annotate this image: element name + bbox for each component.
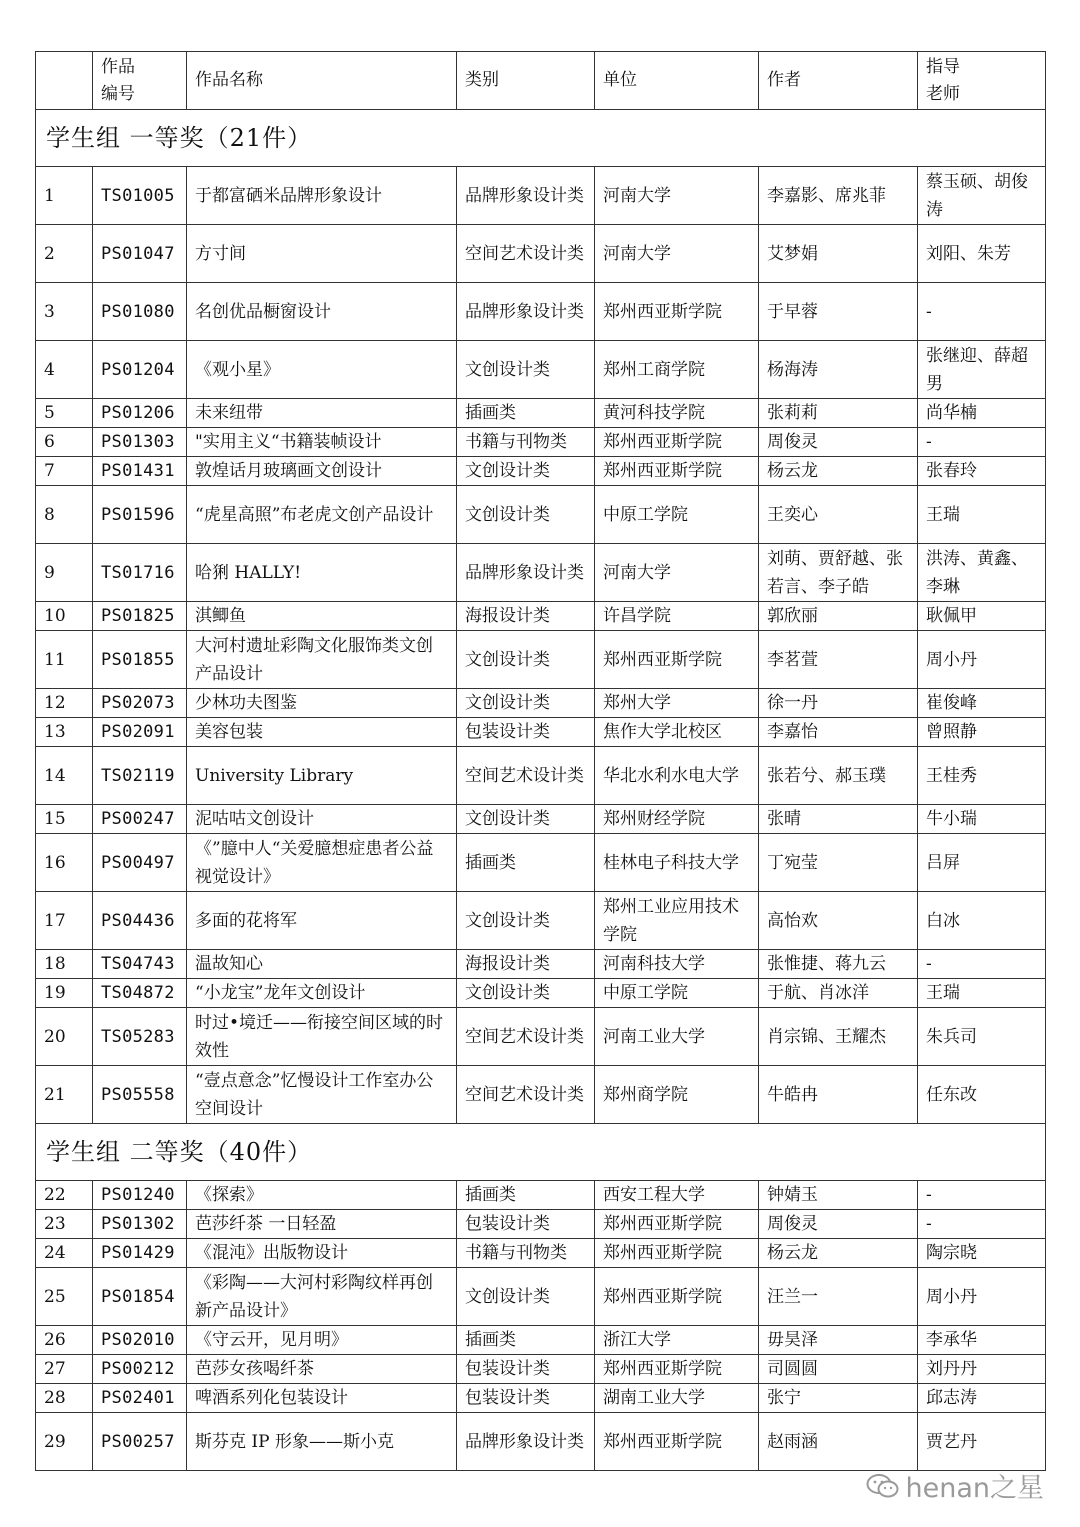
section-row <box>36 110 1046 167</box>
cell-code: TS01005 <box>93 167 187 225</box>
cell-teacher: 王瑞 <box>918 486 1046 544</box>
cell-author: 牛皓冉 <box>759 1066 918 1124</box>
cell-name: 敦煌话月玻璃画文创设计 <box>187 457 457 486</box>
table-row <box>36 225 1046 283</box>
header-row <box>36 52 1046 110</box>
cell-teacher: 周小丹 <box>918 1268 1046 1326</box>
cell-code: TS05283 <box>93 1008 187 1066</box>
cell-category: 文创设计类 <box>457 486 595 544</box>
cell-author: 丁宛莹 <box>759 834 918 892</box>
cell-category: 插画类 <box>457 1326 595 1355</box>
section-row <box>36 1124 1046 1181</box>
cell-author: 刘萌、贾舒越、张若言、李子皓 <box>759 544 918 602</box>
cell-unit: 郑州西亚斯学院 <box>595 283 759 341</box>
cell-author: 周俊灵 <box>759 428 918 457</box>
cell-code: TS04743 <box>93 950 187 979</box>
cell-unit: 许昌学院 <box>595 602 759 631</box>
cell-teacher: 耿佩甲 <box>918 602 1046 631</box>
table-row <box>36 167 1046 225</box>
cell-teacher: 牛小瑞 <box>918 805 1046 834</box>
cell-author: 杨云龙 <box>759 1239 918 1268</box>
cell-author: 汪兰一 <box>759 1268 918 1326</box>
cell-unit: 华北水利水电大学 <box>595 747 759 805</box>
watermark <box>866 1466 1045 1505</box>
cell-author: 杨云龙 <box>759 457 918 486</box>
cell-code: PS04436 <box>93 892 187 950</box>
cell-author: 徐一丹 <box>759 689 918 718</box>
cell-author: 毋昊泽 <box>759 1326 918 1355</box>
cell-no: 6 <box>36 428 93 457</box>
section-title: 学生组 二等奖（40件） <box>36 1124 1046 1181</box>
table-row <box>36 805 1046 834</box>
cell-no: 20 <box>36 1008 93 1066</box>
cell-no: 25 <box>36 1268 93 1326</box>
wechat-icon <box>866 1473 900 1499</box>
cell-unit: 郑州西亚斯学院 <box>595 1355 759 1384</box>
cell-name: University Library <box>187 747 457 805</box>
cell-category: 空间艺术设计类 <box>457 747 595 805</box>
cell-unit: 郑州工商学院 <box>595 341 759 399</box>
header-blank <box>36 52 93 110</box>
cell-name: 时过•境迁——衔接空间区域的时效性 <box>187 1008 457 1066</box>
cell-code: TS02119 <box>93 747 187 805</box>
cell-author: 于航、肖冰洋 <box>759 979 918 1008</box>
cell-category: 文创设计类 <box>457 631 595 689</box>
cell-code: PS01080 <box>93 283 187 341</box>
cell-unit: 河南工业大学 <box>595 1008 759 1066</box>
cell-category: 海报设计类 <box>457 602 595 631</box>
table-row <box>36 544 1046 602</box>
header-unit: 单位 <box>595 52 759 110</box>
cell-name: 《守云开，见月明》 <box>187 1326 457 1355</box>
cell-no: 3 <box>36 283 93 341</box>
cell-no: 29 <box>36 1413 93 1471</box>
table-row <box>36 1326 1046 1355</box>
table-row <box>36 486 1046 544</box>
cell-code: PS00497 <box>93 834 187 892</box>
table-row <box>36 718 1046 747</box>
cell-unit: 河南科技大学 <box>595 950 759 979</box>
cell-author: 周俊灵 <box>759 1210 918 1239</box>
cell-no: 10 <box>36 602 93 631</box>
cell-code: PS00257 <box>93 1413 187 1471</box>
cell-category: 包装设计类 <box>457 1355 595 1384</box>
cell-teacher: - <box>918 1210 1046 1239</box>
cell-author: 李茗萱 <box>759 631 918 689</box>
cell-name: 淇鲫鱼 <box>187 602 457 631</box>
header-teacher-line2: 老师 <box>926 83 960 104</box>
table-row <box>36 1239 1046 1268</box>
table-row <box>36 1355 1046 1384</box>
cell-unit: 郑州大学 <box>595 689 759 718</box>
cell-name: 大河村遗址彩陶文化服饰类文创产品设计 <box>187 631 457 689</box>
cell-unit: 浙江大学 <box>595 1326 759 1355</box>
cell-teacher: 张继迎、薛超男 <box>918 341 1046 399</box>
table-row <box>36 892 1046 950</box>
cell-teacher: 任东改 <box>918 1066 1046 1124</box>
cell-teacher: 洪涛、黄鑫、李琳 <box>918 544 1046 602</box>
cell-teacher: 蔡玉硕、胡俊涛 <box>918 167 1046 225</box>
cell-name: 斯芬克 IP 形象——斯小克 <box>187 1413 457 1471</box>
cell-unit: 焦作大学北校区 <box>595 718 759 747</box>
cell-no: 12 <box>36 689 93 718</box>
cell-teacher: 贾艺丹 <box>918 1413 1046 1471</box>
header-author: 作者 <box>759 52 918 110</box>
cell-author: 李嘉影、席兆菲 <box>759 167 918 225</box>
cell-category: 文创设计类 <box>457 1268 595 1326</box>
cell-no: 11 <box>36 631 93 689</box>
table-row <box>36 1384 1046 1413</box>
cell-name: 《混沌》出版物设计 <box>187 1239 457 1268</box>
cell-category: 空间艺术设计类 <box>457 1066 595 1124</box>
cell-name: “虎星高照”布老虎文创产品设计 <box>187 486 457 544</box>
header-code <box>93 52 187 110</box>
cell-unit: 郑州西亚斯学院 <box>595 1210 759 1239</box>
cell-category: 插画类 <box>457 834 595 892</box>
cell-unit: 郑州工业应用技术学院 <box>595 892 759 950</box>
cell-category: 海报设计类 <box>457 950 595 979</box>
section-title: 学生组 一等奖（21件） <box>36 110 1046 167</box>
cell-code: PS01431 <box>93 457 187 486</box>
cell-no: 19 <box>36 979 93 1008</box>
cell-author: 王奕心 <box>759 486 918 544</box>
table-row <box>36 457 1046 486</box>
cell-unit: 中原工学院 <box>595 979 759 1008</box>
cell-unit: 郑州西亚斯学院 <box>595 1239 759 1268</box>
cell-unit: 郑州西亚斯学院 <box>595 457 759 486</box>
cell-unit: 郑州财经学院 <box>595 805 759 834</box>
cell-no: 5 <box>36 399 93 428</box>
cell-author: 司圆圆 <box>759 1355 918 1384</box>
cell-category: 文创设计类 <box>457 341 595 399</box>
cell-category: 插画类 <box>457 1181 595 1210</box>
cell-teacher: 邱志涛 <box>918 1384 1046 1413</box>
cell-name: 芭莎纤茶 一日轻盈 <box>187 1210 457 1239</box>
cell-author: 钟婧玉 <box>759 1181 918 1210</box>
cell-code: PS01047 <box>93 225 187 283</box>
cell-code: PS02091 <box>93 718 187 747</box>
cell-teacher: 刘丹丹 <box>918 1355 1046 1384</box>
cell-teacher: 王桂秀 <box>918 747 1046 805</box>
cell-unit: 郑州西亚斯学院 <box>595 1268 759 1326</box>
cell-author: 艾梦娟 <box>759 225 918 283</box>
cell-unit: 郑州商学院 <box>595 1066 759 1124</box>
header-code-line1: 作品 <box>101 56 135 77</box>
cell-no: 15 <box>36 805 93 834</box>
cell-teacher: - <box>918 428 1046 457</box>
cell-code: TS01716 <box>93 544 187 602</box>
cell-category: 品牌形象设计类 <box>457 283 595 341</box>
cell-name: 于都富硒米品牌形象设计 <box>187 167 457 225</box>
awards-table <box>35 51 1046 1471</box>
table-row <box>36 1181 1046 1210</box>
cell-code: PS01429 <box>93 1239 187 1268</box>
cell-no: 7 <box>36 457 93 486</box>
cell-category: 书籍与刊物类 <box>457 428 595 457</box>
cell-name: 名创优品橱窗设计 <box>187 283 457 341</box>
cell-unit: 黄河科技学院 <box>595 399 759 428</box>
cell-name: “壹点意念”忆慢设计工作室办公空间设计 <box>187 1066 457 1124</box>
cell-unit: 河南大学 <box>595 544 759 602</box>
cell-category: 包装设计类 <box>457 1384 595 1413</box>
cell-name: 《观小星》 <box>187 341 457 399</box>
table-row <box>36 979 1046 1008</box>
cell-no: 22 <box>36 1181 93 1210</box>
table-row <box>36 1268 1046 1326</box>
cell-code: PS00247 <box>93 805 187 834</box>
cell-no: 28 <box>36 1384 93 1413</box>
cell-author: 郭欣丽 <box>759 602 918 631</box>
cell-name: 未来纽带 <box>187 399 457 428</box>
header-teacher-line1: 指导 <box>926 56 960 77</box>
cell-category: 文创设计类 <box>457 805 595 834</box>
cell-name: 少林功夫图鉴 <box>187 689 457 718</box>
cell-code: PS01303 <box>93 428 187 457</box>
cell-unit: 郑州西亚斯学院 <box>595 428 759 457</box>
cell-category: 品牌形象设计类 <box>457 544 595 602</box>
cell-teacher: 白冰 <box>918 892 1046 950</box>
cell-category: 包装设计类 <box>457 718 595 747</box>
cell-unit: 河南大学 <box>595 167 759 225</box>
table-row <box>36 834 1046 892</box>
cell-no: 2 <box>36 225 93 283</box>
cell-code: PS02073 <box>93 689 187 718</box>
cell-name: 泥咕咕文创设计 <box>187 805 457 834</box>
cell-author: 肖宗锦、王耀杰 <box>759 1008 918 1066</box>
cell-category: 品牌形象设计类 <box>457 1413 595 1471</box>
table-row <box>36 399 1046 428</box>
cell-name: 哈猁 HALLY! <box>187 544 457 602</box>
cell-unit: 郑州西亚斯学院 <box>595 631 759 689</box>
cell-code: PS02401 <box>93 1384 187 1413</box>
cell-no: 27 <box>36 1355 93 1384</box>
table-row <box>36 1008 1046 1066</box>
cell-author: 张宁 <box>759 1384 918 1413</box>
cell-teacher: - <box>918 950 1046 979</box>
cell-code: PS01855 <box>93 631 187 689</box>
cell-name: "实用主义“书籍装帧设计 <box>187 428 457 457</box>
table-row <box>36 341 1046 399</box>
table-body <box>36 110 1046 1471</box>
watermark-text: henan之星 <box>905 1473 1044 1504</box>
cell-name: 温故知心 <box>187 950 457 979</box>
cell-no: 13 <box>36 718 93 747</box>
cell-no: 16 <box>36 834 93 892</box>
cell-no: 1 <box>36 167 93 225</box>
header-code-line2: 编号 <box>101 83 135 104</box>
cell-no: 14 <box>36 747 93 805</box>
cell-category: 文创设计类 <box>457 457 595 486</box>
cell-category: 文创设计类 <box>457 979 595 1008</box>
cell-name: 《彩陶——大河村彩陶纹样再创新产品设计》 <box>187 1268 457 1326</box>
cell-code: PS01302 <box>93 1210 187 1239</box>
cell-unit: 西安工程大学 <box>595 1181 759 1210</box>
cell-unit: 河南大学 <box>595 225 759 283</box>
cell-teacher: 周小丹 <box>918 631 1046 689</box>
table-row <box>36 950 1046 979</box>
cell-code: PS01240 <box>93 1181 187 1210</box>
table-row <box>36 631 1046 689</box>
cell-author: 张惟捷、蒋九云 <box>759 950 918 979</box>
header-name: 作品名称 <box>187 52 457 110</box>
cell-teacher: 朱兵司 <box>918 1008 1046 1066</box>
cell-code: PS01854 <box>93 1268 187 1326</box>
cell-unit: 桂林电子科技大学 <box>595 834 759 892</box>
cell-category: 书籍与刊物类 <box>457 1239 595 1268</box>
cell-category: 插画类 <box>457 399 595 428</box>
cell-category: 文创设计类 <box>457 689 595 718</box>
cell-teacher: 崔俊峰 <box>918 689 1046 718</box>
cell-code: PS01204 <box>93 341 187 399</box>
cell-teacher: 尚华楠 <box>918 399 1046 428</box>
cell-author: 张莉莉 <box>759 399 918 428</box>
table-row <box>36 1066 1046 1124</box>
header-teacher <box>918 52 1046 110</box>
cell-name: 啤酒系列化包装设计 <box>187 1384 457 1413</box>
cell-teacher: 李承华 <box>918 1326 1046 1355</box>
table-row <box>36 747 1046 805</box>
cell-unit: 中原工学院 <box>595 486 759 544</box>
table-row <box>36 428 1046 457</box>
cell-author: 赵雨涵 <box>759 1413 918 1471</box>
cell-author: 张晴 <box>759 805 918 834</box>
cell-teacher: 吕屏 <box>918 834 1046 892</box>
cell-no: 9 <box>36 544 93 602</box>
cell-category: 空间艺术设计类 <box>457 1008 595 1066</box>
cell-author: 于早蓉 <box>759 283 918 341</box>
cell-author: 杨海涛 <box>759 341 918 399</box>
cell-no: 17 <box>36 892 93 950</box>
cell-author: 李嘉怡 <box>759 718 918 747</box>
cell-code: PS02010 <box>93 1326 187 1355</box>
cell-teacher: 陶宗晓 <box>918 1239 1046 1268</box>
cell-name: 《”臆中人“关爱臆想症患者公益视觉设计》 <box>187 834 457 892</box>
cell-name: 多面的花将军 <box>187 892 457 950</box>
table-row <box>36 1413 1046 1471</box>
cell-name: 方寸间 <box>187 225 457 283</box>
cell-author: 高怡欢 <box>759 892 918 950</box>
cell-code: PS01825 <box>93 602 187 631</box>
cell-code: TS04872 <box>93 979 187 1008</box>
cell-code: PS05558 <box>93 1066 187 1124</box>
cell-category: 文创设计类 <box>457 892 595 950</box>
cell-unit: 湖南工业大学 <box>595 1384 759 1413</box>
cell-teacher: - <box>918 283 1046 341</box>
cell-no: 23 <box>36 1210 93 1239</box>
cell-code: PS01206 <box>93 399 187 428</box>
cell-name: 芭莎女孩喝纤茶 <box>187 1355 457 1384</box>
table-row <box>36 602 1046 631</box>
cell-no: 18 <box>36 950 93 979</box>
cell-teacher: 张春玲 <box>918 457 1046 486</box>
cell-teacher: 刘阳、朱芳 <box>918 225 1046 283</box>
cell-no: 24 <box>36 1239 93 1268</box>
cell-category: 空间艺术设计类 <box>457 225 595 283</box>
cell-name: “小龙宝”龙年文创设计 <box>187 979 457 1008</box>
cell-teacher: - <box>918 1181 1046 1210</box>
table-row <box>36 1210 1046 1239</box>
cell-name: 美容包装 <box>187 718 457 747</box>
cell-category: 包装设计类 <box>457 1210 595 1239</box>
cell-code: PS01596 <box>93 486 187 544</box>
cell-no: 26 <box>36 1326 93 1355</box>
table-row <box>36 283 1046 341</box>
cell-teacher: 曾照静 <box>918 718 1046 747</box>
cell-author: 张若兮、郝玉璞 <box>759 747 918 805</box>
cell-no: 4 <box>36 341 93 399</box>
cell-teacher: 王瑞 <box>918 979 1046 1008</box>
cell-name: 《探索》 <box>187 1181 457 1210</box>
cell-no: 8 <box>36 486 93 544</box>
cell-code: PS00212 <box>93 1355 187 1384</box>
table-row <box>36 689 1046 718</box>
header-category: 类别 <box>457 52 595 110</box>
cell-category: 品牌形象设计类 <box>457 167 595 225</box>
cell-unit: 郑州西亚斯学院 <box>595 1413 759 1471</box>
cell-no: 21 <box>36 1066 93 1124</box>
